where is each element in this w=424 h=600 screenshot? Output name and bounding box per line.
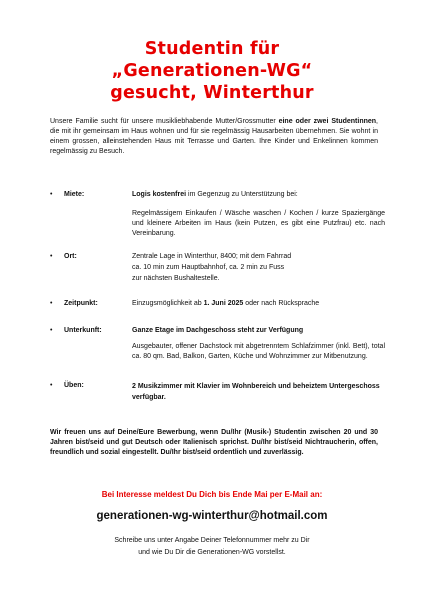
ueben-label: Üben:	[64, 382, 84, 389]
zeitpunkt-text	[132, 299, 385, 309]
bullet: •	[50, 253, 53, 260]
contact-call-to-action: Bei Interesse meldest Du Dich bis Ende Mai per E-Mail an:	[101, 490, 323, 499]
unterkunft-detail: Ausgebauter, offener Dachstock mit abgetrenntem Schlafzimmer (inkl. Bett), total ca. 80 qm. Bad, Balkon, Garten, Küche und Wohnzimmer zur Mitbenutzung.	[132, 343, 385, 360]
intro-paragraph	[50, 117, 378, 157]
ort-line-2: ca. 10 min zum Hauptbahnhof, ca. 2 min zu Fuss	[132, 264, 285, 271]
unterkunft-content	[132, 326, 385, 367]
zeitpunkt-date: 1. Juni 2025	[203, 300, 244, 307]
closing-paragraph: Wir freuen uns auf Deine/Eure Bewerbung, wenn Du/Ihr (Musik-) Studentin zwischen 20 und 30 Jahren bist/seid und gut Deutsch oder Italienisch sprichst. Du/Ihr bist/seid Nichtraucherin, offen, freundlich und sozial eingestellt. Du/Ihr bist/seid ordentlich und zuverlässig.	[50, 429, 378, 456]
zeitpunkt-label: Zeitpunkt:	[64, 300, 98, 307]
ort-label: Ort:	[64, 253, 77, 260]
miete-lead-rest: im Gegenzug zu Unterstützung bei:	[186, 191, 298, 198]
contact-email[interactable]: generationen-wg-winterthur@hotmail.com	[96, 510, 328, 522]
ueben-content	[132, 381, 385, 408]
ort-line-3: zur nächsten Bushaltestelle.	[132, 275, 220, 282]
bullet: •	[50, 300, 53, 307]
intro-bold: eine oder zwei Studentinnen	[278, 118, 377, 125]
footer-line-2: und wie Du Dir die Generationen-WG vorstellst.	[138, 549, 286, 556]
intro-text-2: , die mit ihr gemeinsam im Haus wohnen und für sie regelmässig Hausarbeiten übernehmen. Sie wohnt in einem grossen, alleinstehenden Haus mit Terrasse und Garten. Ihre Kinder und Enkelinnen kommen regelmässig zu Besuch.	[50, 118, 378, 155]
unterkunft-label: Unterkunft:	[64, 327, 102, 334]
bullet: •	[50, 191, 53, 198]
zeitpunkt-content	[132, 299, 385, 314]
ort-content	[132, 252, 385, 287]
unterkunft-lead: Ganze Etage im Dachgeschoss steht zur Verfügung	[132, 327, 304, 334]
miete-lead-bold: Logis kostenfrei	[132, 191, 187, 198]
miete-content	[132, 190, 385, 244]
bullet: •	[50, 327, 53, 334]
zeitpunkt-text-1: Einzugsmöglichkeit ab	[132, 300, 204, 307]
ueben-text: 2 Musikzimmer mit Klavier im Wohnbereich und beheiztem Untergeschoss verfügbar.	[132, 383, 380, 401]
title-line-3: gesucht, Winterthur	[110, 83, 314, 103]
ort-line-1: Zentrale Lage in Winterthur, 8400; mit dem Fahrrad	[132, 253, 292, 260]
zeitpunkt-text-2: oder nach Rücksprache	[243, 300, 320, 307]
title-line-2: „Generationen-WG“	[111, 61, 313, 81]
miete-label: Miete:	[64, 191, 85, 198]
bullet: •	[50, 382, 53, 389]
footer-line-1: Schreibe uns unter Angabe Deiner Telefonnummer mehr zu Dir	[114, 537, 310, 544]
miete-lead	[132, 190, 385, 200]
miete-detail: Regelmässigem Einkaufen / Wäsche waschen / Kochen / kurze Spaziergänge und kleinere Arbeiten im Haus (kein Putzen, es gibt eine Putzfrau) etc. nach Vereinbarung.	[132, 210, 385, 237]
title-line-1: Studentin für	[144, 39, 280, 59]
intro-text-1: Unsere Familie sucht für unsere musikliebhabende Mutter/Grossmutter	[50, 118, 279, 125]
